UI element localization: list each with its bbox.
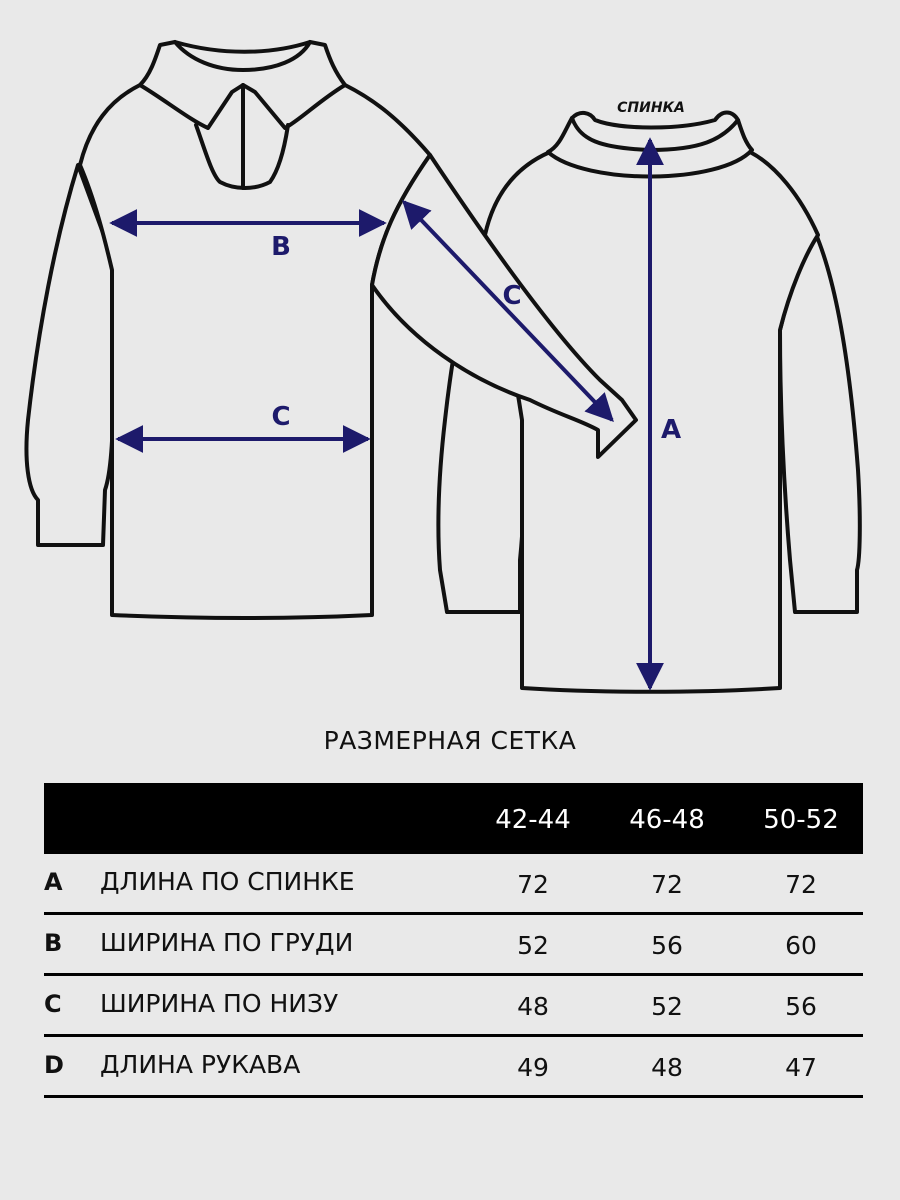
front-body bbox=[80, 85, 430, 618]
row-value: 56 bbox=[785, 992, 817, 1021]
row-letter: C bbox=[44, 990, 62, 1018]
row-value: 47 bbox=[785, 1053, 817, 1082]
marker-c-sleeve: C bbox=[502, 281, 522, 311]
row-value: 49 bbox=[517, 1053, 549, 1082]
row-letter: A bbox=[44, 868, 63, 896]
row-value: 60 bbox=[785, 931, 817, 960]
back-label: СПИНКА bbox=[617, 100, 685, 116]
row-value: 48 bbox=[651, 1053, 683, 1082]
row-value: 72 bbox=[785, 870, 817, 899]
row-value: 72 bbox=[517, 870, 549, 899]
row-value: 52 bbox=[651, 992, 683, 1021]
row-label: ДЛИНА РУКАВА bbox=[100, 1050, 301, 1079]
size-header-3: 50-52 bbox=[763, 805, 839, 835]
table-row bbox=[44, 854, 863, 915]
table-row bbox=[44, 915, 863, 976]
size-header-2: 46-48 bbox=[629, 805, 705, 835]
marker-b: B bbox=[271, 232, 291, 262]
row-label: ШИРИНА ПО НИЗУ bbox=[100, 989, 339, 1018]
table-row bbox=[44, 1037, 863, 1098]
row-label: ДЛИНА ПО СПИНКЕ bbox=[100, 867, 355, 896]
row-label: ШИРИНА ПО ГРУДИ bbox=[100, 928, 354, 957]
row-value: 56 bbox=[651, 931, 683, 960]
row-letter: D bbox=[44, 1051, 64, 1079]
row-letter: B bbox=[44, 929, 63, 957]
marker-c-hem: C bbox=[271, 402, 291, 432]
size-table bbox=[44, 783, 863, 1098]
row-value: 72 bbox=[651, 870, 683, 899]
table-row bbox=[44, 976, 863, 1037]
size-header-1: 42-44 bbox=[495, 805, 571, 835]
row-value: 48 bbox=[517, 992, 549, 1021]
row-value: 52 bbox=[517, 931, 549, 960]
size-chart-title: РАЗМЕРНАЯ СЕТКА bbox=[323, 726, 577, 755]
marker-a: A bbox=[660, 415, 682, 445]
size-table-header bbox=[44, 783, 863, 854]
